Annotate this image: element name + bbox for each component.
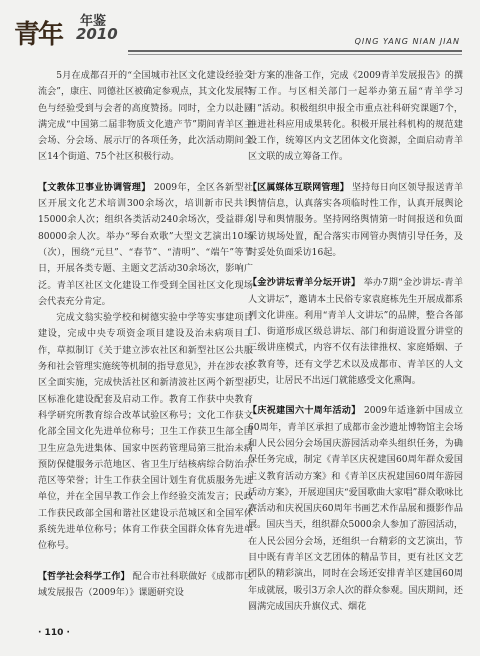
section-paragraph: 完成文翁实验学校和树德实验中学等实事建项目建设，完成中央专项资金项目建设及治未病项目工作，草拟制订《关于建立涉农社区和新型社区公共服务和社会管理实施统等机制的指导意见》，并在涉农社区全面实施，完成快活社区和新清波社区两个新型社区标准化建设配套及启动工作。教育工作获中央教育科学研究所教育综合改革试验区称号；文化工作获文化部全国文化先进单位称号；卫生工作获卫生部全国卫生应急先进集体、国家中医药管理局第三批治未病预防保健服务示范地区、省卫生厅结核病综合防治示范区等荣誉；计生工作获全国计划生育优质服务先进单位，并在全国早教工作会上作经验交流发言；民政工作获民政部全国和谐社区建设示范城区和全国军休系统先进单位称号；体育工作获全国群众体育先进单位称号。: [38, 313, 253, 552]
logo-chinese-title: 青年: [14, 20, 63, 50]
section-body: 举办7期“金沙讲坛-青羊人文讲坛”，邀请本土民俗专家袁庭栋先生开展成都系列文化讲座。利用“青羊人文讲坛”的品牌，整合各部门、街道形成区级总讲坛、部门和街道设置分讲堂的三级讲座模式，内容不仅有法律推权、家庭婚姻、子女教育等，还有文学艺术以及成都市、青羊区的人文历史，让居民不出远门就能感受文化熏陶。: [248, 278, 463, 387]
right-column: [248, 68, 463, 615]
section-body: 2009年，全区各新型社区开展文化艺术培训300余场次，培训新市民共计15000余人次；组织各类活动240余场次，受益群众80000余人次。举办“琴台欢歌”大型文艺演出10场（次），围绕“元旦”、“春节”、“清明”、“端午”等节日，开展各类专题、主题文艺活动30余场次，影响广泛。青羊区社区文化建设工作受到全国社区文化现场会代表充分肯定。: [38, 182, 253, 307]
header-rule: [128, 50, 462, 52]
section-title: 【文教体卫事业协调管理】: [38, 182, 151, 193]
section-body: 配合市社科联做好《成都市区域发展报告（2009年）》课题研究设: [38, 571, 253, 598]
left-intro-paragraph: 5月在成都召开的“全国城市社区文化建设经验交流会”，康庄、同德社区被确定参观点，其文化发展特色与经验受到与会者的高度赞扬。同时，全力以赴圆满完成“中国第二届非物质文化遗产节”期间青羊区主会场、分会场、展示厅的各项任务，此次活动期间全区14个街道、75个社区积极行动。: [38, 71, 253, 163]
header-rule-thin: [128, 54, 462, 55]
section-body: 坚持每日向区领导报送青羊舆情信息，认真落实各项临时性工作，认真开展舆论引导和舆情服务。坚持网络舆情第一时间报送和负面采访规场处置，配合落实市网管办舆情引导任务，及时妥处负面采访16起。: [248, 182, 463, 258]
page-number: · 110 ·: [38, 628, 70, 638]
running-title: QING YANG NIAN JIAN: [354, 37, 460, 46]
section-culture-education: [38, 180, 253, 555]
page-header: [0, 0, 480, 64]
section-60th-anniversary: [248, 403, 463, 615]
logo-year: 2010: [76, 25, 118, 43]
right-continued-paragraph: 计方案的准备工作，完成《2009青羊发展报告》的撰写工作。与区相关部门一起举办第五届“青羊学习月”活动。积极组织申报全市重点社科研究课题7个，推进社科应用成果转化。积极开展社科机构的规范建设工作，统筹区内文艺团体文化资源，全面启动青羊区文联的成立筹备工作。: [248, 71, 463, 163]
yearbook-logo: [14, 8, 124, 52]
logo-nianjian: 年鉴: [80, 14, 107, 29]
section-title: 【区属媒体互联网管理】: [248, 182, 349, 193]
section-media-internet: [248, 180, 463, 261]
section-title: 【庆祝建国六十周年活动】: [248, 406, 361, 417]
left-column: [38, 68, 253, 601]
section-title: 【金沙讲坛青羊分坛开讲】: [248, 278, 361, 289]
section-jinsha-forum: [248, 275, 463, 389]
section-social-science: [38, 569, 253, 602]
section-title: 【哲学社会科学工作】: [38, 571, 130, 582]
section-body: 2009年适逢新中国成立60周年，青羊区承担了成都市金沙遗址博物馆主会场和人民公园分会场国庆游园活动牵头组织任务，为确保任务完成，制定《青羊区庆祝建国60周年群众爱国主义教育活动方案》和《青羊区庆祝建国60周年游园活动方案》，开展迎国庆“爱国歌曲大家唱”群众歌咏比赛活动和庆祝国庆60周年书画艺术作品展和摄影作品展。国庆当天，组织群众5000余人参加了游园活动，在人民公园分会场，还组织一台精彩的文艺演出，节目中既有青羊区文艺团体的精品节目，更有社区文艺团队的精彩演出，同时在会场还安排青羊区建国60周年成就展，吸引3万余人次的群众参观。国庆期间，还圆满完成国庆升旗仪式、烟花: [248, 406, 463, 612]
